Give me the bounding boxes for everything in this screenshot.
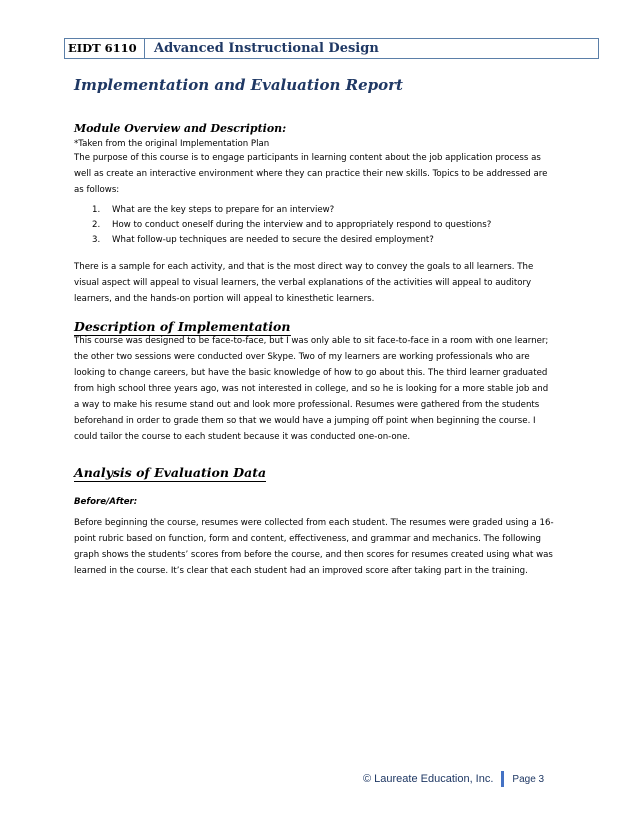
course-code: EIDT 6110 bbox=[65, 39, 145, 58]
topics-list bbox=[92, 203, 491, 248]
module-overview-closing: There is a sample for each activity, and that is the most direct way to convey the goals to all learners. The visual aspect will appeal to visual learners, the verbal explanations of the activities will appeal to auditory learners, and the hands-on portion will appeal to kinesthetic learners. bbox=[74, 262, 534, 304]
implementation-heading: Description of Implementation bbox=[74, 319, 291, 334]
page-header bbox=[64, 38, 599, 59]
analysis-paragraph: Before beginning the course, resumes were collected from each student. The resumes were graded using a 16-point rubric based on function, form and content, effectiveness, and grammar and mechanics. The following graph shows the students’ scores from before the course, and then scores for resumes created using what was learned in the course. It’s clear that each student had an improved score after taking part in the training. bbox=[74, 518, 554, 576]
module-overview-heading: Module Overview and Description: bbox=[74, 122, 287, 135]
analysis-heading: Analysis of Evaluation Data bbox=[74, 465, 267, 480]
module-overview-note: *Taken from the original Implementation Plan bbox=[74, 139, 270, 149]
list-item: 1. What are the key steps to prepare for an interview? bbox=[92, 205, 335, 215]
course-title: Advanced Instructional Design bbox=[154, 41, 379, 56]
report-title: Implementation and Evaluation Report bbox=[74, 76, 403, 94]
copyright-text: © Laureate Education, Inc. bbox=[363, 773, 494, 785]
implementation-paragraph: This course was designed to be face-to-face, but I was only able to sit face-to-face in a room with one learner; the other two sessions were conducted over Skype. Two of my learners are working professionals who are looking to change careers, but have the basic knowledge of how to go about this. The third learner graduated from high school three years ago, was not interested in college, and so he is looking for a more stable job and a way to make his resume stand out and look more professional. Resumes were gathered from the students beforehand in order to grade them so that we would have a jumping off point when beginning the course. I could tailor the course to each student because it was conducted one-on-one. bbox=[74, 336, 549, 442]
list-item: 2. How to conduct oneself during the interview and to appropriately respond to questions? bbox=[92, 220, 492, 230]
page-footer bbox=[363, 771, 544, 787]
module-overview-paragraph: The purpose of this course is to engage participants in learning content about the job application process as well as create an interactive environment where they can practice their new skills. Topics to be addressed are as follows: bbox=[74, 153, 548, 195]
before-after-subheading: Before/After: bbox=[74, 497, 138, 507]
page-number: Page 3 bbox=[512, 773, 545, 785]
footer-divider bbox=[501, 771, 504, 787]
list-item: 3. What follow-up techniques are needed to secure the desired employment? bbox=[92, 235, 434, 245]
